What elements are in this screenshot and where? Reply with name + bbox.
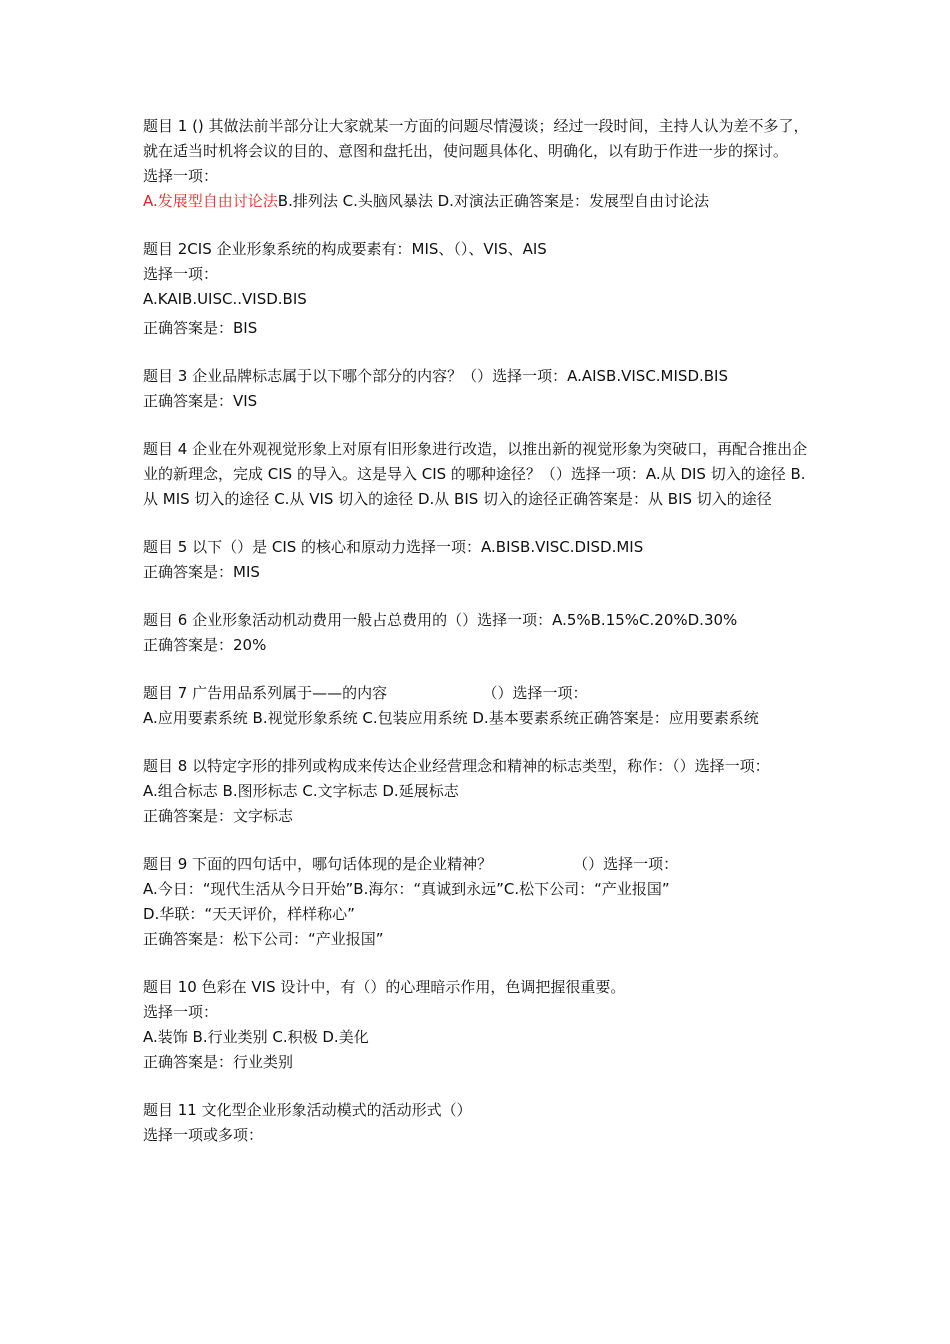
question-5-answer: 正确答案是：MIS [143, 563, 260, 581]
question-2-options: A.KAIB.UISC..VISD.BIS [143, 290, 307, 308]
question-4-stem: 题目 4 企业在外观视觉形象上对原有旧形象进行改造，以推出新的视觉形象为突破口，再配合推出企业的新理念，完成 CIS 的导入。这是导入 CIS 的哪种途径？（）选择一项：A.从 DIS 切入的途径 B.从 MIS 切入的途径 C.从 VIS 切入的途径 D.从 BIS 切入的途径正确答案是：从 BIS 切入的途径 [143, 440, 808, 508]
question-11 [143, 1098, 815, 1148]
question-9-options-2: D.华联：“天天评价，样样称心” [143, 905, 355, 923]
question-3-stem: 题目 3 企业品牌标志属于以下哪个部分的内容？（）选择一项：A.AISB.VISC.MISD.BIS [143, 367, 729, 385]
question-1-other-options: B.排列法 C.头脑风暴法 D.对演法正确答案是：发展型自由讨论法 [277, 192, 709, 210]
question-7 [143, 681, 815, 731]
question-5-stem: 题目 5 以下（）是 CIS 的核心和原动力选择一项：A.BISB.VISC.DISD.MIS [143, 538, 644, 556]
question-1-options [143, 189, 815, 214]
question-2 [143, 237, 815, 341]
question-7-options: A.应用要素系统 B.视觉形象系统 C.包装应用系统 D.基本要素系统正确答案是：应用要素系统 [143, 709, 759, 727]
question-2-prompt: 选择一项： [143, 265, 219, 283]
question-4 [143, 437, 815, 512]
question-10-stem: 题目 10 色彩在 VIS 设计中，有（）的心理暗示作用，色调把握很重要。 [143, 978, 626, 996]
question-8-stem: 题目 8 以特定字形的排列或构成来传达企业经营理念和精神的标志类型，称作：（）选择一项： [143, 757, 770, 775]
question-3 [143, 364, 815, 414]
question-1-highlighted-option: A.发展型自由讨论法 [143, 192, 278, 210]
question-8-answer: 正确答案是：文字标志 [143, 807, 294, 825]
question-11-prompt: 选择一项或多项： [143, 1126, 264, 1144]
question-7-stem: 题目 7 广告用品系列属于——的内容 （）选择一项： [143, 684, 588, 702]
question-10-answer: 正确答案是：行业类别 [143, 1053, 294, 1071]
question-2-answer: 正确答案是：BIS [143, 319, 258, 337]
question-8-options: A.组合标志 B.图形标志 C.文字标志 D.延展标志 [143, 782, 459, 800]
question-2-stem: 题目 2CIS 企业形象系统的构成要素有：MIS、（）、VIS、AIS [143, 240, 547, 258]
question-9-stem: 题目 9 下面的四句话中，哪句话体现的是企业精神？ （）选择一项： [143, 855, 679, 873]
question-3-answer: 正确答案是：VIS [143, 392, 258, 410]
question-6-answer: 正确答案是：20% [143, 636, 267, 654]
question-8 [143, 754, 815, 829]
question-1-prompt: 选择一项： [143, 167, 219, 185]
question-10-prompt: 选择一项： [143, 1003, 219, 1021]
question-6 [143, 608, 815, 658]
question-9 [143, 852, 815, 952]
question-5 [143, 535, 815, 585]
question-1 [143, 114, 815, 214]
question-9-answer: 正确答案是：松下公司：“产业报国” [143, 930, 384, 948]
question-9-options-1: A.今日：“现代生活从今日开始”B.海尔：“真诚到永远”C.松下公司：“产业报国” [143, 880, 670, 898]
question-6-stem: 题目 6 企业形象活动机动费用一般占总费用的（）选择一项：A.5%B.15%C.20%D.30% [143, 611, 738, 629]
question-11-stem: 题目 11 文化型企业形象活动模式的活动形式（） [143, 1101, 472, 1119]
document-page [143, 114, 815, 1171]
question-10 [143, 975, 815, 1075]
question-1-stem: 题目 1 () 其做法前半部分让大家就某一方面的问题尽情漫谈；经过一段时间，主持人认为差不多了，就在适当时机将会议的目的、意图和盘托出，使问题具体化、明确化，以有助于作进一步的探讨。 [143, 117, 809, 160]
question-10-options: A.装饰 B.行业类别 C.积极 D.美化 [143, 1028, 369, 1046]
